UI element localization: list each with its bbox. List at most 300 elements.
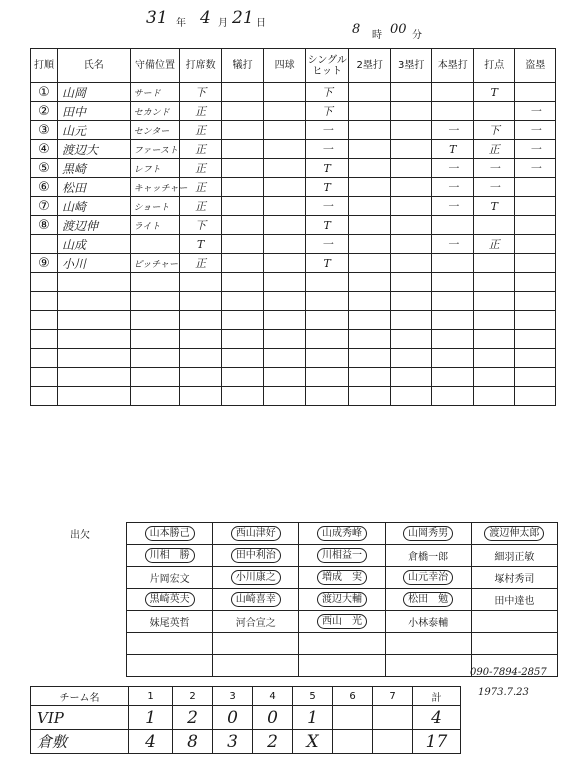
player-name: 田中利治 [231, 548, 281, 563]
linescore-header-row [31, 687, 461, 706]
batter-hr-cell [432, 102, 474, 121]
empty-cell [515, 368, 556, 387]
batter-double-cell [349, 83, 391, 102]
attendance-row [127, 567, 558, 589]
time-minute: 00 [390, 22, 407, 37]
empty-cell [473, 349, 515, 368]
total-score: 4 [413, 706, 461, 730]
inning-header: 6 [333, 687, 373, 706]
empty-cell [305, 368, 349, 387]
empty-cell [390, 311, 432, 330]
batter-hr-cell: 一 [432, 121, 474, 140]
inning-score [373, 706, 413, 730]
batter-position-cell: ショート [130, 197, 180, 216]
empty-cell [432, 292, 474, 311]
batter-single-cell: T [305, 178, 349, 197]
column-header: 打席数 [180, 49, 222, 83]
batter-hr-cell: T [432, 140, 474, 159]
player-name: 川相 勝 [145, 548, 195, 563]
empty-cell [473, 311, 515, 330]
batter-bb-cell [264, 159, 306, 178]
empty-cell [221, 311, 264, 330]
batter-sac-cell [221, 235, 264, 254]
batter-single-cell: T [305, 159, 349, 178]
batter-single-cell: 一 [305, 121, 349, 140]
attendance-cell [127, 523, 213, 545]
batter-single-cell: 下 [305, 83, 349, 102]
player-name: 細羽正敏 [494, 552, 535, 563]
batter-sac-cell [221, 216, 264, 235]
empty-cell [305, 387, 349, 406]
batter-bb-cell [264, 235, 306, 254]
empty-cell [432, 368, 474, 387]
batter-pa-cell: 正 [180, 102, 222, 121]
team-row [31, 730, 461, 754]
attendance-cell [213, 611, 299, 633]
empty-cell [390, 387, 432, 406]
batter-sac-cell [221, 140, 264, 159]
empty-cell [31, 349, 58, 368]
batter-order-cell: ① [31, 83, 58, 102]
empty-cell [31, 273, 58, 292]
inning-score [333, 706, 373, 730]
attendance-cell [385, 545, 471, 567]
empty-cell [305, 311, 349, 330]
batter-hr-cell [432, 254, 474, 273]
empty-cell [349, 273, 391, 292]
date-note: 1973.7.23 [478, 687, 529, 698]
player-name: 妹尾英哲 [149, 618, 190, 629]
empty-cell [390, 273, 432, 292]
batter-double-cell [349, 159, 391, 178]
column-header: 打点 [473, 49, 515, 83]
attendance-cell [385, 589, 471, 611]
team-header: チーム名 [31, 687, 129, 706]
batter-sac-cell [221, 102, 264, 121]
empty-cell [432, 387, 474, 406]
batter-rbi-cell: 正 [473, 235, 515, 254]
empty-cell [221, 292, 264, 311]
batter-position-cell: キャッチャー [130, 178, 180, 197]
inning-header: 7 [373, 687, 413, 706]
attendance-cell [213, 545, 299, 567]
attendance-cell [385, 567, 471, 589]
batter-pa-cell: 正 [180, 121, 222, 140]
date-month-label: 月 [218, 18, 228, 29]
empty-row [31, 349, 556, 368]
empty-cell [180, 292, 222, 311]
empty-cell [305, 292, 349, 311]
empty-cell [473, 387, 515, 406]
column-header: 本塁打 [432, 49, 474, 83]
inning-score: 4 [129, 730, 173, 754]
batter-rbi-cell: 一 [473, 178, 515, 197]
player-name: 片岡宏文 [149, 574, 190, 585]
empty-cell [130, 311, 180, 330]
empty-cell [390, 368, 432, 387]
player-name: 山岡秀男 [403, 526, 453, 541]
empty-cell [180, 273, 222, 292]
empty-cell [515, 292, 556, 311]
empty-cell [130, 349, 180, 368]
empty-cell [432, 273, 474, 292]
player-name: 松田 勉 [403, 592, 453, 607]
team-row [31, 706, 461, 730]
attendance-cell [385, 611, 471, 633]
batter-pa-cell: 下 [180, 83, 222, 102]
player-name: 黒崎英夫 [145, 592, 195, 607]
batter-triple-cell [390, 102, 432, 121]
column-header: 盗塁 [515, 49, 556, 83]
attendance-empty-cell [127, 655, 213, 677]
empty-cell [264, 292, 306, 311]
batter-row [31, 159, 556, 178]
empty-cell [515, 273, 556, 292]
batter-triple-cell [390, 159, 432, 178]
attendance-empty-cell [213, 655, 299, 677]
player-name: 倉橋一郎 [408, 552, 449, 563]
batter-sac-cell [221, 178, 264, 197]
empty-cell [180, 387, 222, 406]
batter-bb-cell [264, 140, 306, 159]
inning-score: 2 [173, 706, 213, 730]
empty-cell [432, 330, 474, 349]
batter-sb-cell: 一 [515, 159, 556, 178]
batter-row [31, 216, 556, 235]
empty-cell [221, 273, 264, 292]
empty-cell [515, 311, 556, 330]
attendance-empty-cell [127, 633, 213, 655]
attendance-empty-cell [213, 633, 299, 655]
empty-cell [473, 273, 515, 292]
empty-row [31, 368, 556, 387]
batter-sb-cell: 一 [515, 121, 556, 140]
inning-score: 0 [253, 706, 293, 730]
player-name: 川相益一 [317, 548, 367, 563]
batter-row [31, 254, 556, 273]
batter-name-cell: 松田 [57, 178, 130, 197]
player-name: 西山 光 [317, 614, 367, 629]
batter-double-cell [349, 216, 391, 235]
batter-hr-cell [432, 83, 474, 102]
empty-cell [390, 292, 432, 311]
empty-cell [264, 368, 306, 387]
column-header: 3塁打 [390, 49, 432, 83]
empty-cell [432, 349, 474, 368]
batter-sac-cell [221, 121, 264, 140]
batter-rbi-cell: T [473, 83, 515, 102]
batter-rbi-cell: 一 [473, 159, 515, 178]
batter-row [31, 178, 556, 197]
empty-cell [349, 387, 391, 406]
batter-hr-cell: 一 [432, 235, 474, 254]
attendance-cell [471, 567, 557, 589]
attendance-cell [471, 611, 557, 633]
batter-double-cell [349, 254, 391, 273]
batter-pa-cell: 下 [180, 216, 222, 235]
batter-sb-cell [515, 197, 556, 216]
empty-cell [473, 292, 515, 311]
attendance-cell [213, 567, 299, 589]
attendance-empty-cell [299, 655, 385, 677]
inning-header: 2 [173, 687, 213, 706]
batter-single-cell: 一 [305, 235, 349, 254]
empty-cell [305, 273, 349, 292]
batter-name-cell: 山岡 [57, 83, 130, 102]
batter-order-cell: ⑤ [31, 159, 58, 178]
inning-score: X [293, 730, 333, 754]
batter-name-cell: 黒崎 [57, 159, 130, 178]
column-header: 守備位置 [130, 49, 180, 83]
empty-cell [390, 349, 432, 368]
player-name: 山元幸治 [403, 570, 453, 585]
attendance-cell [385, 523, 471, 545]
empty-cell [349, 368, 391, 387]
batter-sb-cell: 一 [515, 140, 556, 159]
batter-sb-cell [515, 235, 556, 254]
attendance-cell [299, 567, 385, 589]
batter-rbi-cell [473, 254, 515, 273]
empty-cell [57, 330, 130, 349]
empty-cell [221, 349, 264, 368]
empty-cell [515, 330, 556, 349]
empty-cell [130, 368, 180, 387]
batter-single-cell: T [305, 216, 349, 235]
batter-triple-cell [390, 121, 432, 140]
inning-score: 3 [213, 730, 253, 754]
empty-cell [130, 273, 180, 292]
empty-cell [130, 330, 180, 349]
batter-position-cell: センター [130, 121, 180, 140]
batter-sac-cell [221, 254, 264, 273]
inning-header: 4 [253, 687, 293, 706]
inning-score [333, 730, 373, 754]
batter-row [31, 121, 556, 140]
time-minute-label: 分 [412, 30, 422, 41]
player-name: 山崎喜幸 [231, 592, 281, 607]
empty-cell [180, 368, 222, 387]
batter-position-cell: セカンド [130, 102, 180, 121]
empty-cell [515, 387, 556, 406]
batter-hr-cell: 一 [432, 159, 474, 178]
attendance-cell [213, 589, 299, 611]
player-name: 西山津好 [231, 526, 281, 541]
date-year: 31 [146, 8, 168, 28]
empty-cell [130, 387, 180, 406]
batter-name-cell: 田中 [57, 102, 130, 121]
batter-rbi-cell: 下 [473, 121, 515, 140]
attendance-cell [471, 545, 557, 567]
empty-cell [57, 292, 130, 311]
batter-rbi-cell: T [473, 197, 515, 216]
batter-name-cell: 山成 [57, 235, 130, 254]
column-header: 打順 [31, 49, 58, 83]
batter-name-cell: 山元 [57, 121, 130, 140]
empty-cell [349, 311, 391, 330]
inning-header: 3 [213, 687, 253, 706]
batter-pa-cell: 正 [180, 178, 222, 197]
empty-cell [305, 330, 349, 349]
empty-cell [180, 311, 222, 330]
attendance-cell [299, 611, 385, 633]
batter-position-cell [130, 235, 180, 254]
batter-order-cell [31, 235, 58, 254]
inning-header: 5 [293, 687, 333, 706]
batter-position-cell: ファースト [130, 140, 180, 159]
batter-row [31, 83, 556, 102]
batter-order-cell: ⑧ [31, 216, 58, 235]
batter-name-cell: 渡辺伸 [57, 216, 130, 235]
date-day: 21 [232, 8, 254, 28]
attendance-cell [471, 589, 557, 611]
batter-triple-cell [390, 197, 432, 216]
empty-cell [264, 311, 306, 330]
batter-triple-cell [390, 140, 432, 159]
batter-position-cell: サード [130, 83, 180, 102]
batter-pa-cell: 正 [180, 140, 222, 159]
batter-double-cell [349, 235, 391, 254]
batter-sac-cell [221, 159, 264, 178]
batter-name-cell: 渡辺大 [57, 140, 130, 159]
batter-double-cell [349, 121, 391, 140]
empty-cell [57, 387, 130, 406]
batter-rbi-cell: 正 [473, 140, 515, 159]
empty-cell [264, 273, 306, 292]
attendance-row [127, 611, 558, 633]
inning-score: 0 [213, 706, 253, 730]
batter-row [31, 197, 556, 216]
batter-single-cell: 一 [305, 140, 349, 159]
batter-bb-cell [264, 254, 306, 273]
batter-single-cell: T [305, 254, 349, 273]
batter-sb-cell [515, 83, 556, 102]
inning-score [373, 730, 413, 754]
attendance-cell [299, 523, 385, 545]
time-hour: 8 [352, 22, 361, 37]
attendance-empty-cell [385, 633, 471, 655]
time-hour-label: 時 [372, 30, 382, 41]
inning-score: 1 [293, 706, 333, 730]
batter-pa-cell: 正 [180, 159, 222, 178]
batter-sb-cell: 一 [515, 102, 556, 121]
empty-cell [264, 387, 306, 406]
empty-cell [349, 330, 391, 349]
attendance-cell [127, 611, 213, 633]
empty-cell [264, 349, 306, 368]
batter-bb-cell [264, 216, 306, 235]
linescore-table [30, 686, 461, 754]
batter-bb-cell [264, 83, 306, 102]
empty-row [31, 330, 556, 349]
player-name: 山本勝己 [145, 526, 195, 541]
batter-name-cell: 山崎 [57, 197, 130, 216]
attendance-table [126, 522, 558, 677]
player-name: 山成秀峰 [317, 526, 367, 541]
inning-header: 1 [129, 687, 173, 706]
batter-bb-cell [264, 102, 306, 121]
batter-row [31, 235, 556, 254]
batter-bb-cell [264, 197, 306, 216]
empty-cell [57, 368, 130, 387]
empty-cell [221, 387, 264, 406]
batter-row [31, 140, 556, 159]
batter-sac-cell [221, 197, 264, 216]
column-header: 氏名 [57, 49, 130, 83]
batter-order-cell: ⑦ [31, 197, 58, 216]
empty-row [31, 387, 556, 406]
player-name: 河合宣之 [235, 618, 276, 629]
batter-double-cell [349, 197, 391, 216]
attendance-cell [299, 545, 385, 567]
batter-double-cell [349, 102, 391, 121]
total-header: 計 [413, 687, 461, 706]
batter-rbi-cell [473, 216, 515, 235]
batter-position-cell: レフト [130, 159, 180, 178]
batter-order-cell: ② [31, 102, 58, 121]
empty-cell [57, 273, 130, 292]
attendance-label: 出欠 [70, 530, 90, 541]
batter-pa-cell: T [180, 235, 222, 254]
empty-cell [31, 368, 58, 387]
batter-pa-cell: 正 [180, 254, 222, 273]
empty-cell [180, 349, 222, 368]
batter-rbi-cell [473, 102, 515, 121]
batter-triple-cell [390, 235, 432, 254]
total-score: 17 [413, 730, 461, 754]
date-month: 4 [200, 8, 211, 28]
batter-hr-cell [432, 216, 474, 235]
batter-order-cell: ⑥ [31, 178, 58, 197]
inning-score: 8 [173, 730, 213, 754]
empty-cell [57, 349, 130, 368]
empty-row [31, 311, 556, 330]
date-year-label: 年 [176, 18, 186, 29]
attendance-empty-cell [385, 655, 471, 677]
attendance-empty-cell [299, 633, 385, 655]
empty-cell [473, 330, 515, 349]
batter-triple-cell [390, 254, 432, 273]
batter-hr-cell: 一 [432, 197, 474, 216]
empty-cell [264, 330, 306, 349]
attendance-row [127, 545, 558, 567]
inning-score: 1 [129, 706, 173, 730]
batter-position-cell: ライト [130, 216, 180, 235]
attendance-cell [471, 523, 557, 545]
player-name: 小林泰輔 [408, 618, 449, 629]
phone-note: 090-7894-2857 [470, 667, 547, 678]
empty-row [31, 292, 556, 311]
batter-sb-cell [515, 254, 556, 273]
player-name: 渡辺大輔 [317, 592, 367, 607]
column-header: 四球 [264, 49, 306, 83]
empty-cell [31, 292, 58, 311]
team-name: 倉敷 [31, 730, 129, 754]
player-name: 渡辺伸太郎 [484, 526, 544, 541]
inning-score: 2 [253, 730, 293, 754]
attendance-cell [127, 545, 213, 567]
player-name: 増成 実 [317, 570, 367, 585]
empty-cell [31, 387, 58, 406]
batter-single-cell: 下 [305, 102, 349, 121]
empty-cell [515, 349, 556, 368]
batter-sac-cell [221, 83, 264, 102]
batter-bb-cell [264, 121, 306, 140]
batter-pa-cell: 正 [180, 197, 222, 216]
empty-cell [349, 349, 391, 368]
attendance-cell [213, 523, 299, 545]
score-header-row [31, 49, 556, 83]
attendance-row [127, 589, 558, 611]
